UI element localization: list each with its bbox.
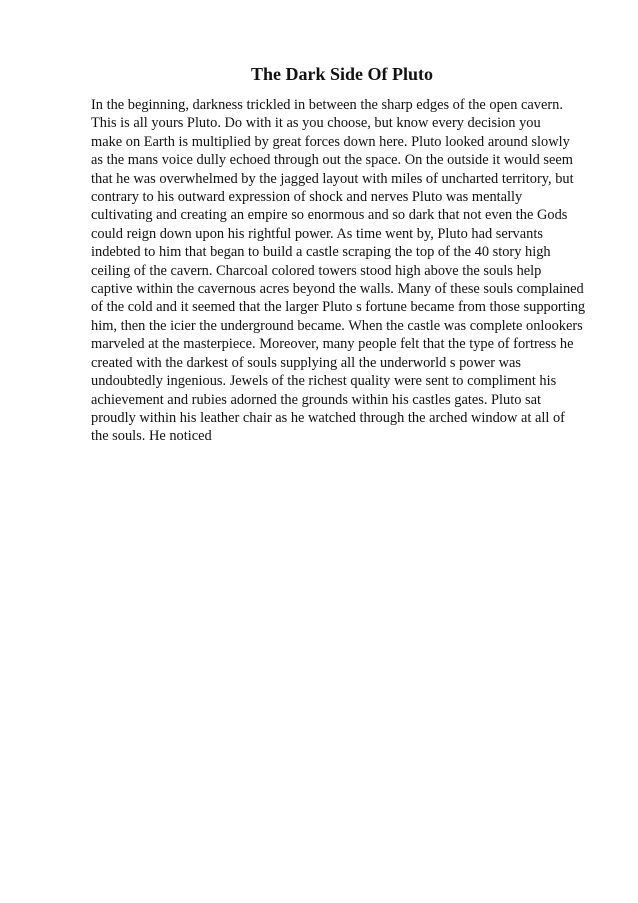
text-line: the souls. He noticed — [91, 428, 212, 445]
text-line: of the cold and it seemed that the larger Pluto s fortune became from those supporting — [91, 299, 586, 316]
text-line: achievement and rubies adorned the grounds within his castles gates. Pluto sat — [91, 391, 542, 408]
document-body — [91, 96, 601, 446]
text-line: indebted to him that began to build a castle scraping the top of the 40 story high — [91, 244, 551, 261]
text-line: could reign down upon his rightful power. As time went by, Pluto had servants — [91, 225, 543, 242]
text-line: make on Earth is multiplied by great forces down here. Pluto looked around slowly — [91, 133, 570, 150]
text-line: that he was overwhelmed by the jagged layout with miles of uncharted territory, but — [91, 170, 574, 187]
text-line: captive within the cavernous acres beyond the walls. Many of these souls complained — [91, 281, 584, 298]
text-line: This is all yours Pluto. Do with it as you choose, but know every decision you — [91, 115, 541, 132]
text-line: undoubtedly ingenious. Jewels of the richest quality were sent to compliment his — [91, 373, 557, 390]
text-line: created with the darkest of souls supplying all the underworld s power was — [91, 354, 522, 371]
text-line: as the mans voice dully echoed through out the space. On the outside it would seem — [91, 152, 573, 169]
text-line: ceiling of the cavern. Charcoal colored towers stood high above the souls help — [91, 262, 542, 279]
document-title: The Dark Side Of Pluto — [250, 64, 433, 84]
text-line: cultivating and creating an empire so enormous and so dark that not even the Gods — [91, 207, 568, 224]
text-line: marveled at the masterpiece. Moreover, many people felt that the type of fortress he — [91, 336, 574, 353]
text-line: him, then the icier the underground became. When the castle was complete onlookers — [91, 317, 583, 334]
text-line: contrary to his outward expression of shock and nerves Pluto was mentally — [91, 189, 523, 206]
text-line: proudly within his leather chair as he watched through the arched window at all of — [91, 409, 565, 426]
text-line: In the beginning, darkness trickled in between the sharp edges of the open cavern. — [91, 97, 563, 113]
